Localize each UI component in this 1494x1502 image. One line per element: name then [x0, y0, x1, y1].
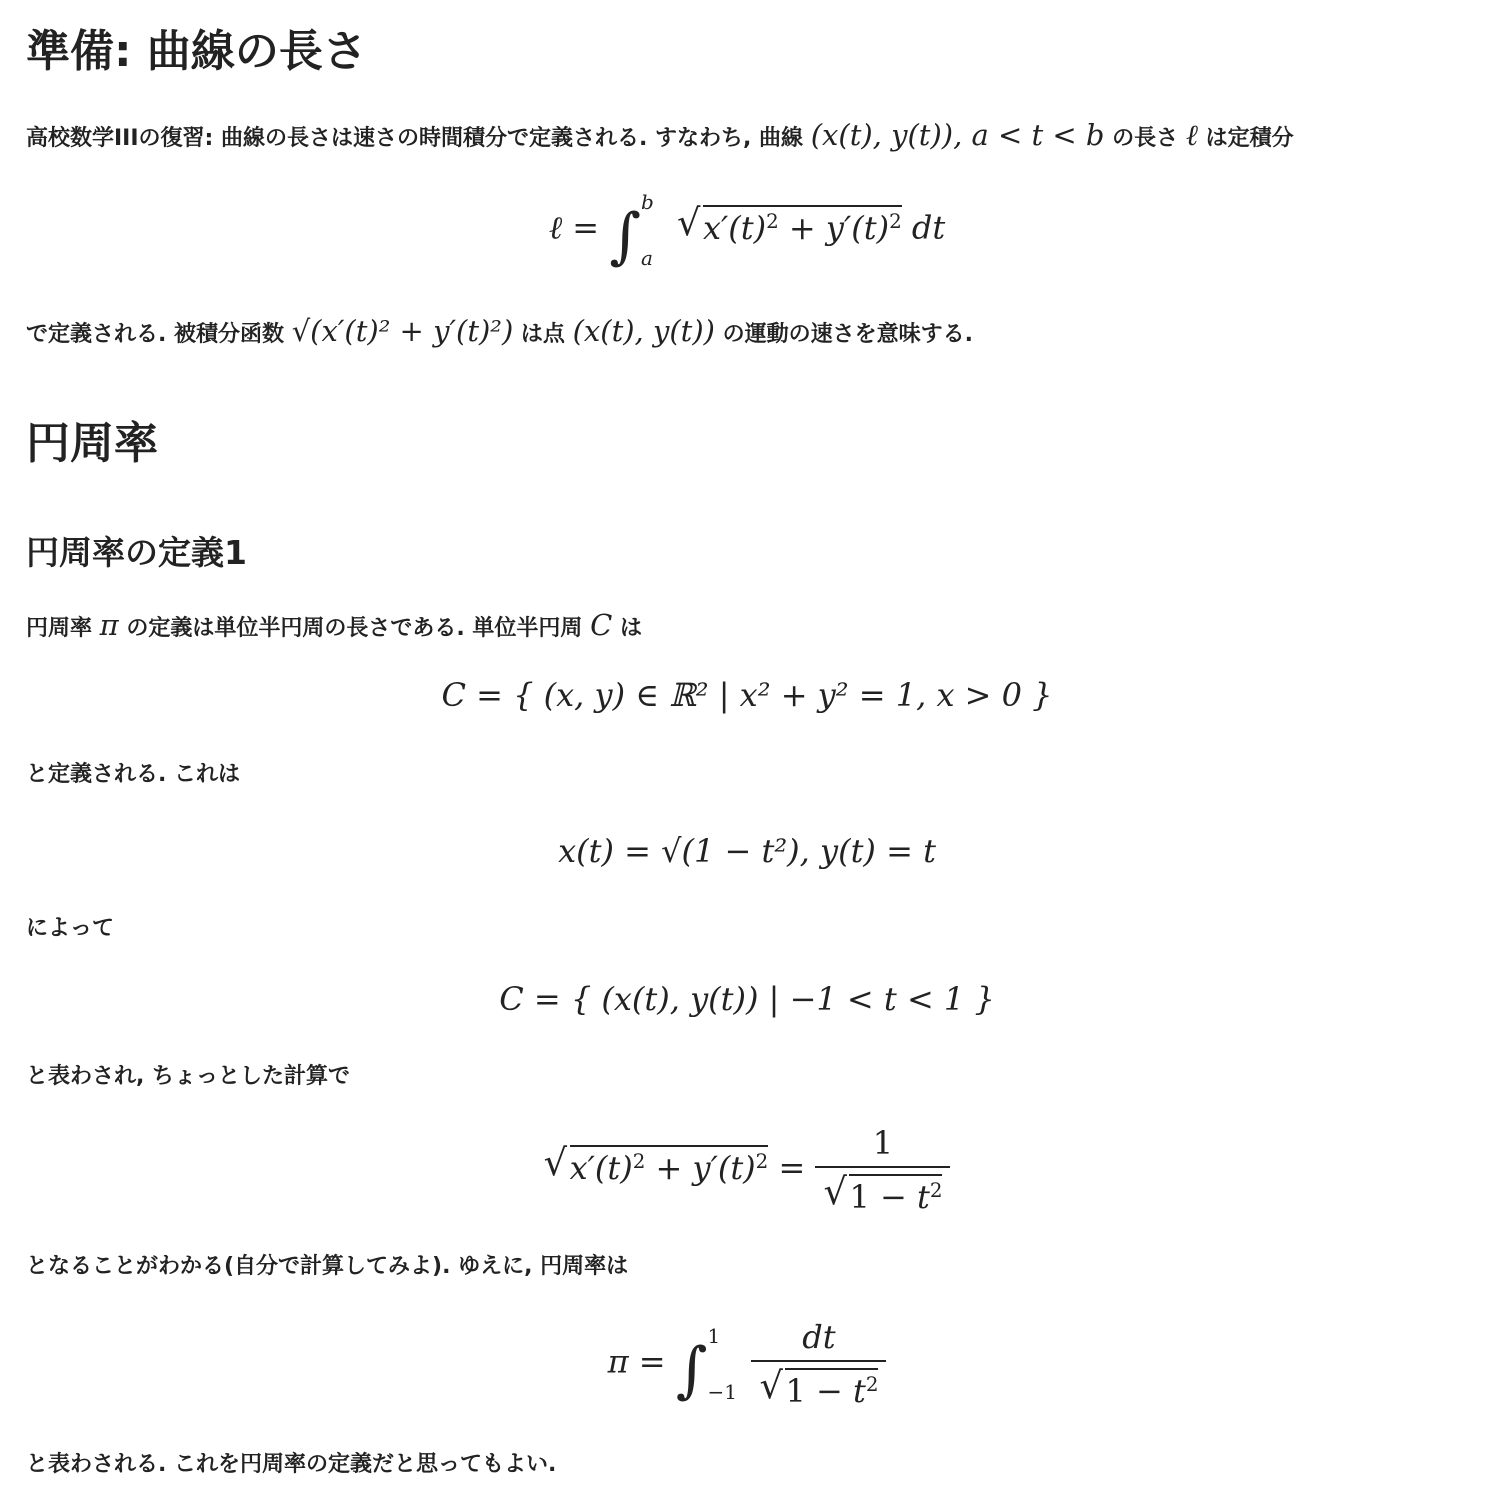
text: は定積分 — [1197, 126, 1294, 151]
math-inline: C — [590, 608, 613, 642]
text: は点 — [513, 322, 573, 347]
equation-pi-integral: π = ∫ 1 −1 dt √ $1 - t^2$ — [0, 1318, 1494, 1418]
paragraph-prep-1 — [26, 118, 1294, 156]
math-inline: (x(t), y(t)) — [572, 314, 715, 348]
text: の長さ — [1104, 126, 1186, 151]
lead-text: 高校数学IIIの復習: — [26, 126, 214, 151]
text: の定義は単位半円周の長さである. 単位半円周 — [118, 616, 591, 641]
paragraph-def1-1 — [26, 608, 642, 646]
text: で定義される. 被積分函数 — [26, 322, 292, 347]
text: 曲線の長さは速さの時間積分で定義される. すなわち, 曲線 — [213, 126, 811, 151]
math-inline: √(x′(t)² + y′(t)²) — [291, 314, 514, 348]
paragraph-def1-6: と表わされる. これを円周率の定義だと思ってもよい. — [26, 1452, 557, 1477]
equation-unit-semicircle: C = { (x, y) ∈ ℝ² | x² + y² = 1, x > 0 } — [441, 676, 1053, 714]
text: 円周率 — [26, 616, 100, 641]
subsection-title-def1: 円周率の定義1 — [26, 533, 247, 572]
paragraph-def1-3: によって — [26, 916, 115, 941]
paragraph-def1-5: となることがわかる(自分で計算してみよ). ゆえに, 円周率は — [26, 1254, 629, 1279]
text: の運動の速さを意味する. — [714, 322, 973, 347]
math-inline: π — [99, 608, 119, 642]
paragraph-prep-2 — [26, 314, 973, 352]
equation-set-param: C = { (x(t), y(t)) | −1 < t < 1 } — [499, 980, 995, 1018]
equation-parametrization: x(t) = √(1 − t²), y(t) = t — [558, 832, 936, 870]
section-title-pi: 円周率 — [26, 418, 158, 469]
text: は — [612, 616, 642, 641]
paragraph-def1-2: と定義される. これは — [26, 762, 241, 787]
paragraph-def1-4: と表わされ, ちょっとした計算で — [26, 1064, 351, 1089]
math-inline: (x(t), y(t)), a < t < b — [810, 118, 1105, 152]
equation-speed: √ $x'(t)^2 + y'(t)^2$ = 1 √ $1 - t^2$ — [0, 1124, 1494, 1224]
section-title-prep: 準備: 曲線の長さ — [26, 26, 367, 77]
equation-arc-length: ℓ = ∫ b a √ $x'(t)^2 + y'(t)^2$ dt — [548, 190, 946, 272]
math-inline: ℓ — [1185, 118, 1198, 152]
